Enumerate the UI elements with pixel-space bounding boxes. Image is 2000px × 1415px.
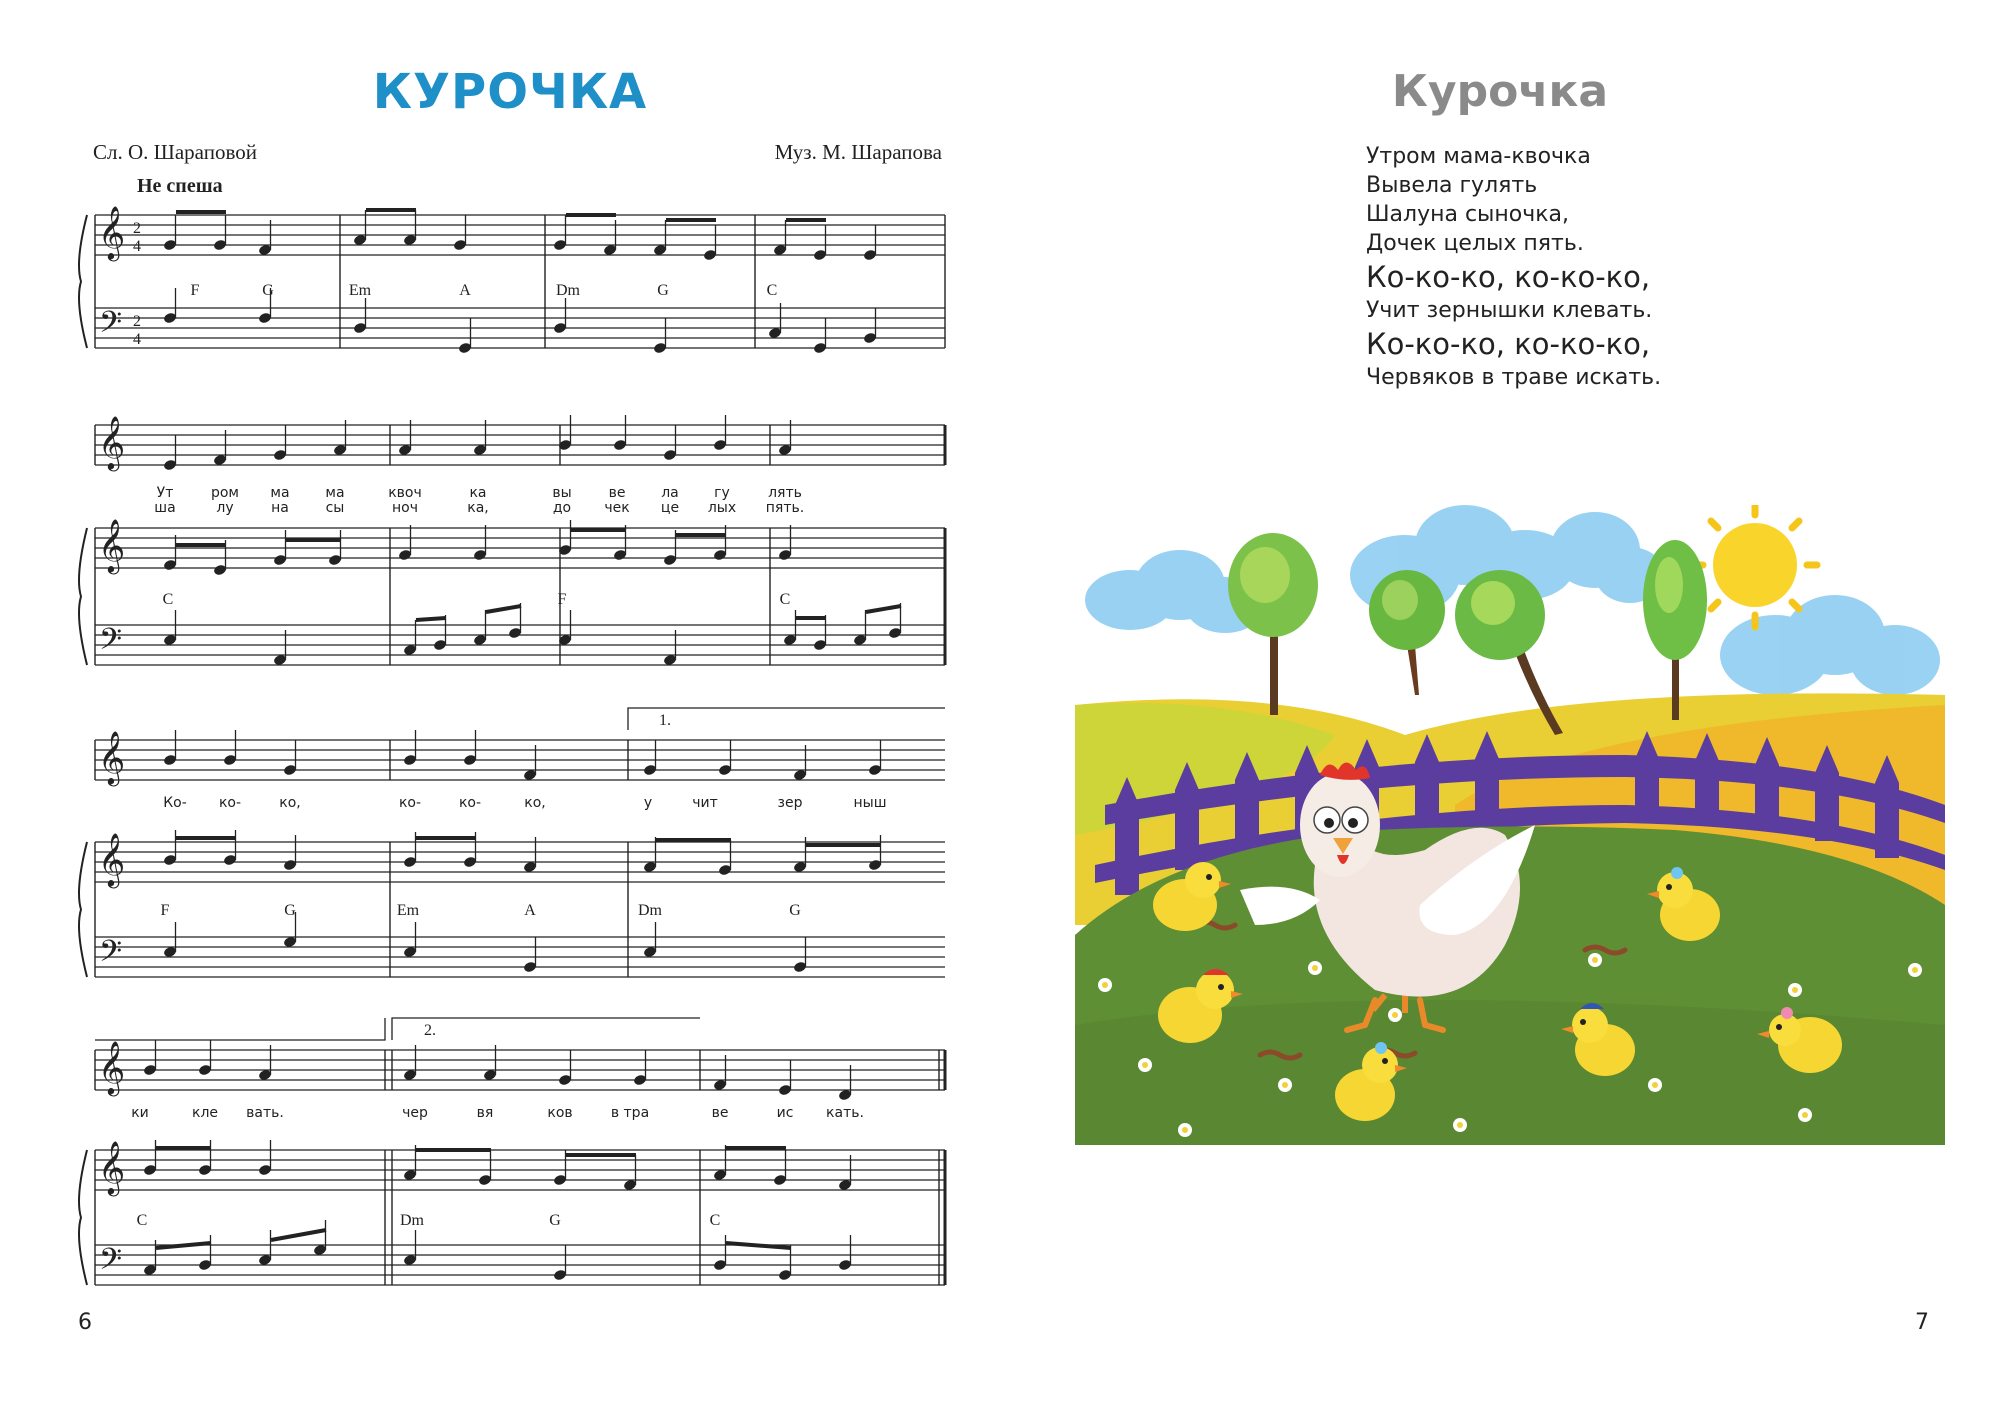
lyric-syllable: ко-	[458, 795, 482, 811]
lyric-line: Дочек целых пять.	[1366, 231, 1584, 256]
volta-number: 1.	[659, 712, 671, 729]
chord-symbol: C	[136, 1212, 148, 1229]
lyric-syllable: ков	[547, 1105, 573, 1121]
treble-clef-icon: 𝄞	[98, 415, 126, 469]
lyric-syllable: зер	[777, 795, 803, 811]
chord-symbol: G	[262, 282, 274, 299]
lyric-syllable: лять	[768, 485, 802, 501]
volta-number: 2.	[424, 1022, 436, 1039]
note-beam	[271, 1230, 326, 1240]
volta-bracket	[392, 1018, 700, 1040]
lyric-syllable: ма	[270, 485, 290, 501]
treble-clef-icon: 𝄞	[98, 518, 126, 572]
lyric-syllable: ве	[608, 485, 626, 501]
chord-symbol: G	[789, 902, 801, 919]
chord-symbol: G	[657, 282, 669, 299]
lyric-line: Червяков в траве искать.	[1366, 365, 1662, 390]
treble-clef-icon: 𝄞	[98, 832, 126, 886]
lyric-syllable: чит	[692, 795, 718, 811]
lyric-line: Шалуна сыночка,	[1366, 202, 1570, 227]
lyric-syllable: кле	[191, 1105, 219, 1121]
lyric-syllable: ко-	[218, 795, 242, 811]
lyric-syllable: лых	[707, 500, 737, 516]
note-beam	[866, 606, 901, 612]
treble-clef-icon: 𝄞	[98, 1040, 126, 1094]
note-beam	[156, 1243, 211, 1248]
lyric-syllable: ныш	[853, 795, 887, 811]
lyric-syllable: чек	[604, 500, 630, 516]
chord-symbol: Em	[348, 282, 372, 299]
composer-credit: Муз. М. Шарапова	[774, 140, 942, 164]
lyric-syllable: пять.	[765, 500, 805, 516]
lyrics-title: Курочка	[1391, 66, 1609, 117]
chord-symbol: F	[160, 902, 170, 919]
bass-clef-icon: 𝄢	[99, 1243, 123, 1284]
bass-clef-icon: 𝄢	[99, 623, 123, 664]
chord-symbol: A	[524, 902, 536, 919]
lyric-syllable: кать.	[826, 1105, 864, 1121]
brace	[79, 1150, 87, 1285]
chord-symbol: Dm	[400, 1212, 424, 1229]
lyric-syllable: чер	[402, 1105, 428, 1121]
chord-symbol: G	[549, 1212, 561, 1229]
page-number-left: 6	[78, 1310, 92, 1335]
lyric-syllable: ром	[210, 485, 240, 501]
note-beam	[486, 606, 521, 612]
lyric-syllable: лу	[216, 500, 234, 516]
lyric-syllable: вя	[476, 1105, 494, 1121]
page-number-right: 7	[1915, 1310, 1929, 1335]
lyric-line: Ко-ко-ко, ко-ко-ко,	[1366, 327, 1651, 361]
lyric-syllable: Ут	[156, 485, 174, 501]
chord-symbol: Dm	[638, 902, 662, 919]
volta-bracket	[95, 1018, 385, 1040]
song-title: КУРОЧКА	[372, 64, 648, 120]
tree-icon	[1369, 570, 1445, 695]
chord-symbol: Dm	[556, 282, 580, 299]
chord-symbol: C	[709, 1212, 721, 1229]
lyric-syllable: ма	[325, 485, 345, 501]
hen-and-chicks-illustration	[1075, 505, 1945, 1145]
time-signature: 2	[133, 313, 141, 330]
lyrics-block	[1366, 142, 1661, 392]
lyric-line: Ко-ко-ко, ко-ко-ко,	[1366, 260, 1651, 294]
bass-clef-icon: 𝄢	[99, 935, 123, 976]
lyricist-credit: Сл. О. Шараповой	[93, 140, 257, 164]
lyric-syllable: ноч	[392, 500, 418, 516]
sun-icon	[1695, 505, 1817, 627]
lyric-syllable: до	[552, 500, 572, 516]
time-signature: 2	[133, 220, 141, 237]
lyric-syllable: це	[660, 500, 680, 516]
brace	[79, 215, 87, 348]
lyric-syllable: ки	[131, 1105, 149, 1121]
lyric-syllable: вы	[552, 485, 572, 501]
lyric-line: Учит зернышки клевать.	[1366, 298, 1653, 323]
lyric-syllable: сы	[325, 500, 345, 516]
treble-clef-icon: 𝄞	[98, 1140, 126, 1194]
lyric-syllable: ка,	[467, 500, 489, 516]
chord-symbol: A	[459, 282, 471, 299]
lyric-syllable: квоч	[388, 485, 422, 501]
lyric-syllable: вать.	[246, 1105, 284, 1121]
time-signature: 4	[133, 331, 141, 348]
chord-symbol: F	[557, 591, 567, 608]
bass-clef-icon: 𝄢	[99, 306, 123, 347]
volta-bracket	[628, 708, 945, 730]
lyric-line: Утром мама-квочка	[1366, 144, 1591, 169]
tree-icon	[1643, 540, 1707, 720]
lyric-syllable: ка	[469, 485, 487, 501]
treble-clef-icon: 𝄞	[98, 205, 126, 259]
lyric-syllable: ко-	[398, 795, 422, 811]
treble-clef-icon: 𝄞	[98, 730, 126, 784]
brace	[79, 528, 87, 665]
chord-symbol: F	[190, 282, 200, 299]
note-beam	[416, 618, 446, 620]
chord-symbol: C	[779, 591, 791, 608]
note-beam	[726, 1243, 791, 1248]
brace	[79, 842, 87, 977]
lyric-syllable: ша	[154, 500, 176, 516]
chord-symbol: C	[162, 591, 174, 608]
lyric-syllable: ве	[711, 1105, 729, 1121]
tempo-marking: Не спеша	[137, 175, 223, 197]
lyric-syllable: ла	[661, 485, 679, 501]
lyric-syllable: на	[271, 500, 289, 516]
lyric-syllable: в тра	[610, 1105, 650, 1121]
chord-symbol: G	[284, 902, 296, 919]
time-signature: 4	[133, 238, 141, 255]
chord-symbol: C	[766, 282, 778, 299]
lyric-syllable: у	[643, 795, 653, 811]
lyric-syllable: ис	[776, 1105, 794, 1121]
lyric-line: Вывела гулять	[1366, 173, 1538, 198]
lyric-syllable: ко,	[279, 795, 301, 811]
lyric-syllable: ко,	[524, 795, 546, 811]
lyric-syllable: гу	[714, 485, 730, 501]
chord-symbol: Em	[396, 902, 420, 919]
cloud-right	[1720, 595, 1940, 695]
lyric-syllable: Ко-	[163, 795, 187, 811]
